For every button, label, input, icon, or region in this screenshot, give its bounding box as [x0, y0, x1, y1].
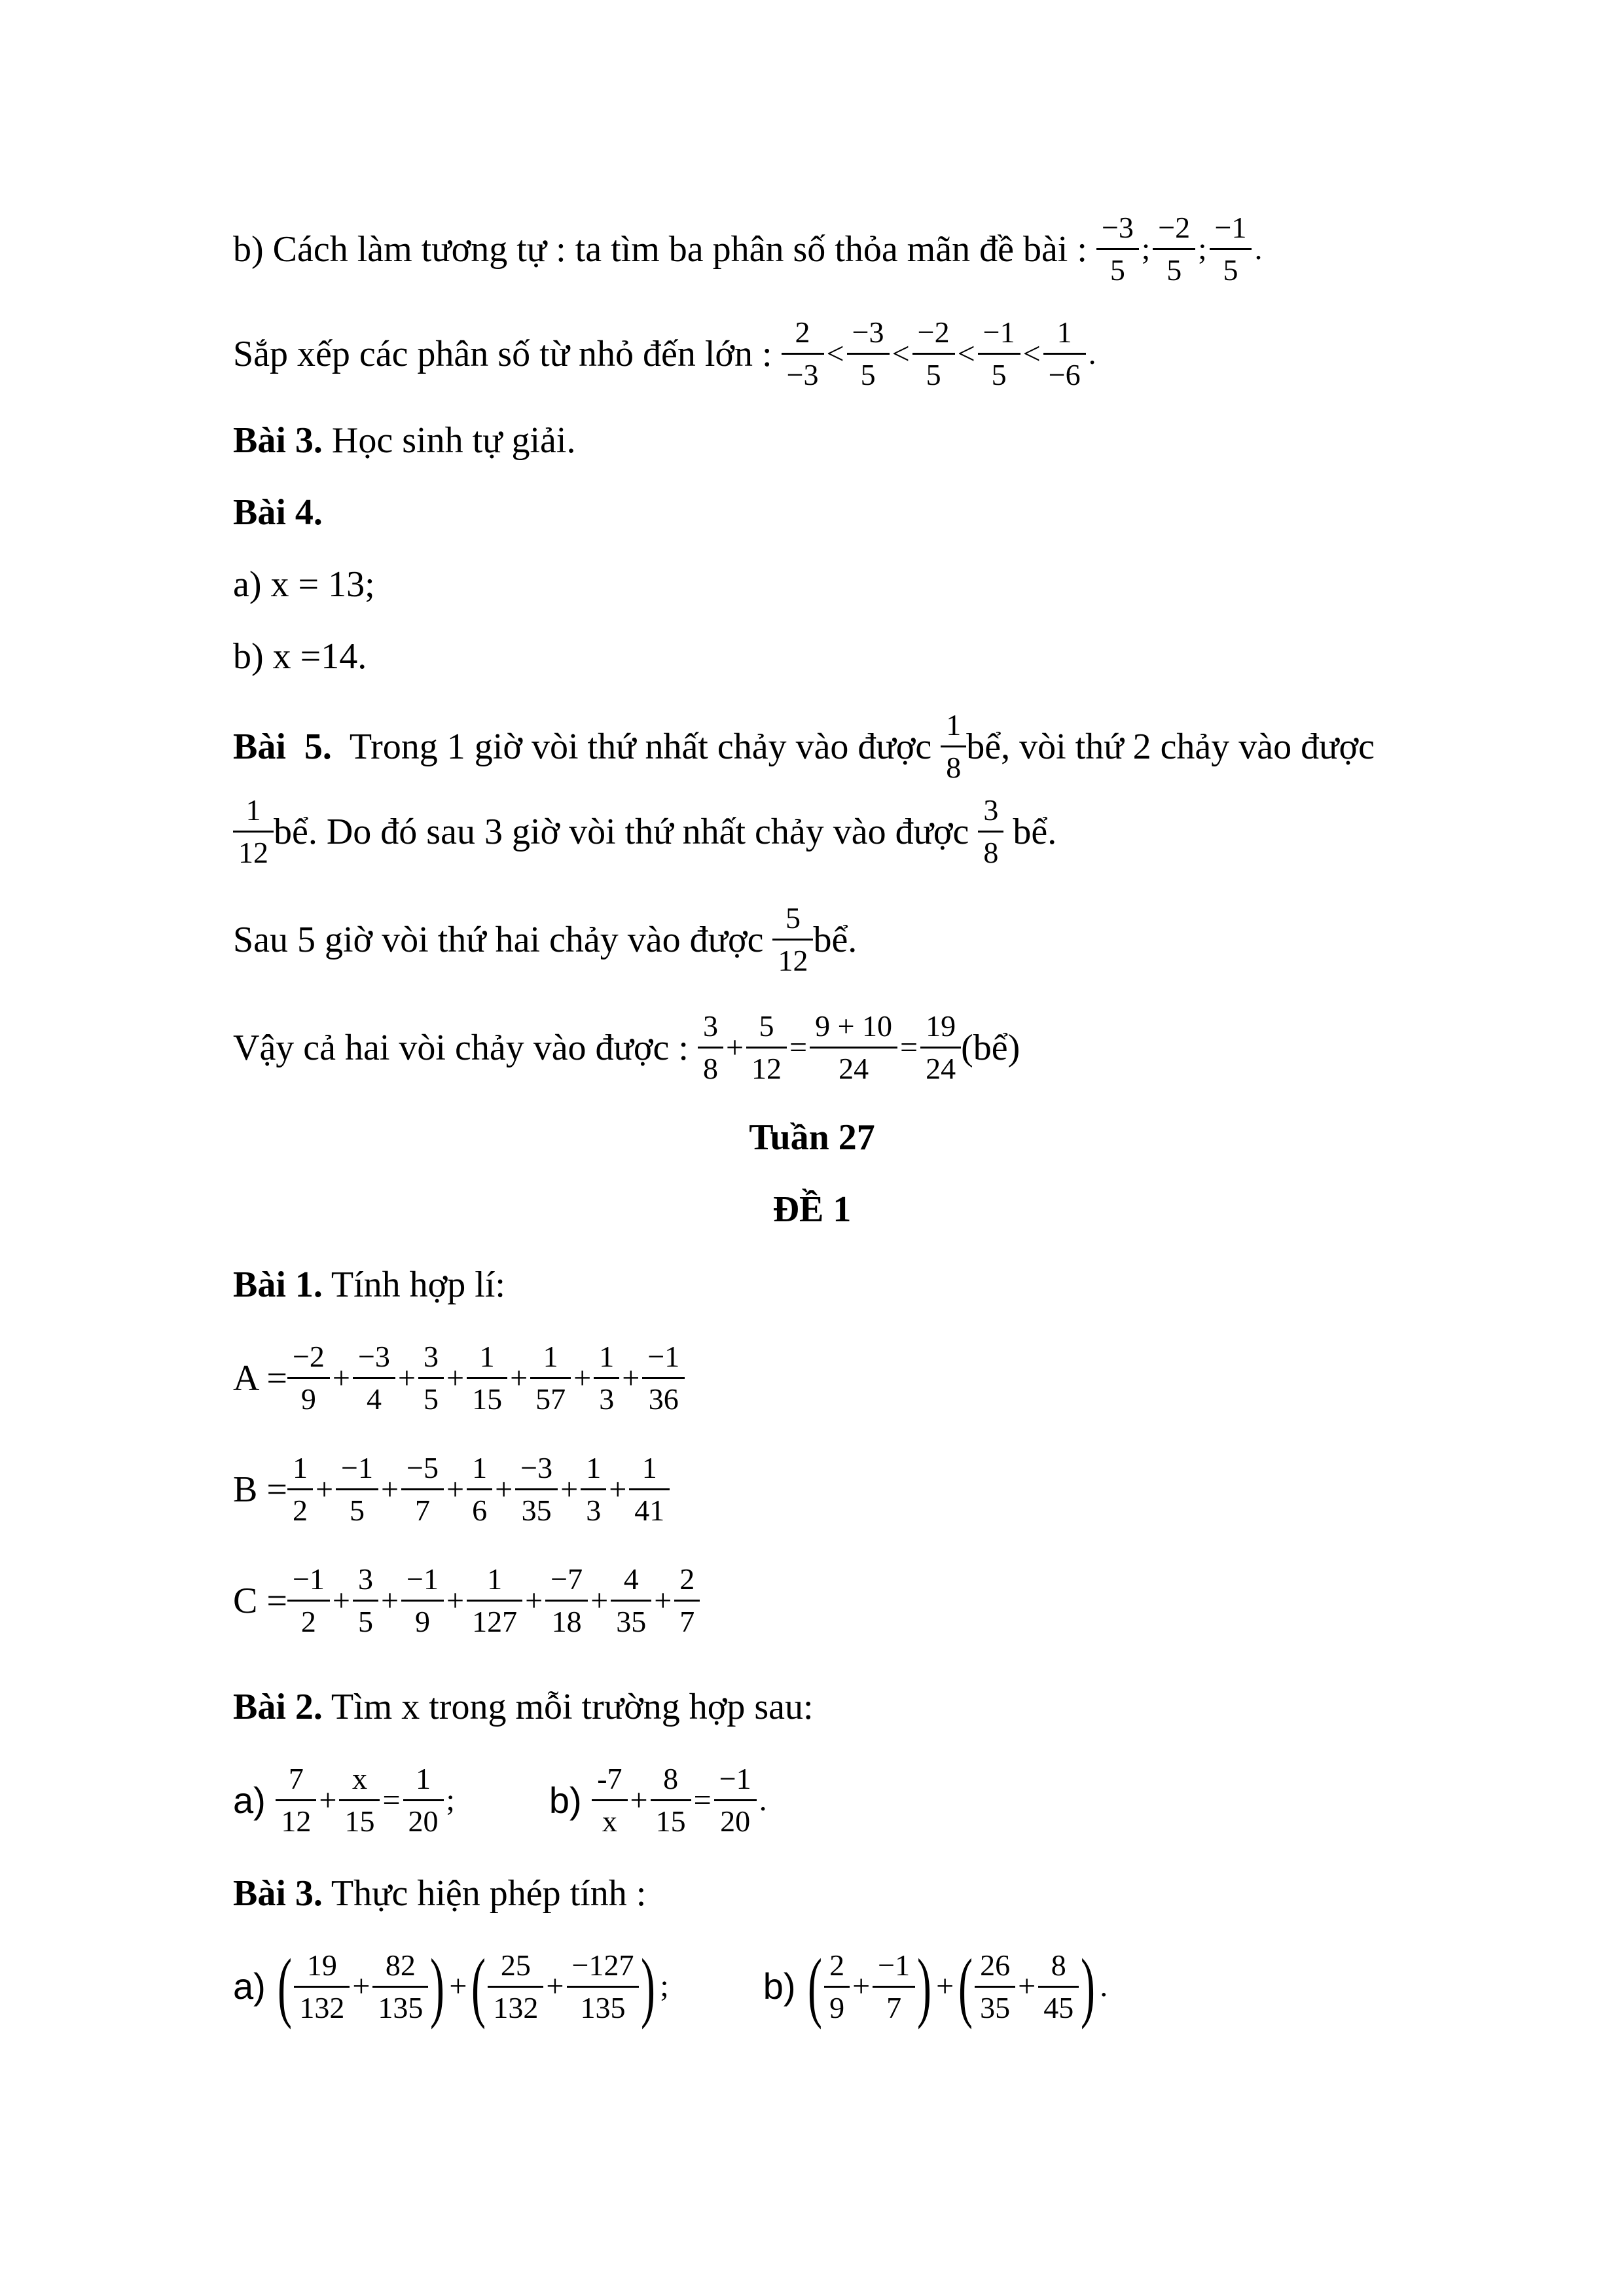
operator: +: [315, 1471, 334, 1507]
line-b-method: b) Cách làm tương tự : ta tìm ba phân số thỏa mãn đề bài : $\frac{-3}{5}$ ; $\frac{-2}{5}$ ; $\frac{-1}{5}$ .: [233, 211, 1263, 287]
line-bai5: Bài 5. Trong 1 giờ vòi thứ nhất chảy vào được $\frac{1}{8}$ bể, vòi thứ 2 chảy vào được: [233, 708, 1375, 784]
operator: +: [560, 1471, 579, 1507]
fraction: $\frac{5}{12}$: [749, 1011, 784, 1084]
line-after5: Sau 5 giờ vòi thứ hai chảy vào được $\frac{5}{12}$ bể.: [233, 901, 857, 977]
parenthesis: (: [278, 1943, 293, 2030]
fraction: $\frac{1}{8}$: [943, 710, 964, 783]
parenthesis: ): [430, 1943, 445, 2030]
fraction: $\frac{-1}{5}$: [1212, 213, 1250, 285]
label: a): [233, 1965, 276, 2007]
exam-heading: ĐỀ 1: [772, 1189, 852, 1230]
fraction: $\frac{-1}{2}$: [290, 1564, 327, 1637]
fraction: $\frac{4}{35}$: [613, 1564, 649, 1637]
operator: +: [525, 1583, 543, 1618]
operator: +: [654, 1583, 672, 1618]
operator: +: [546, 1969, 564, 2003]
bai3-label: Bài 3.: [233, 420, 323, 461]
operator: +: [446, 1360, 465, 1395]
fraction: $\frac{-7}{x}$: [594, 1764, 624, 1837]
fraction: $\frac{-2}{5}$: [915, 317, 952, 390]
fraction: $\frac{1}{2}$: [290, 1453, 310, 1526]
expression-a: [233, 1342, 1493, 1414]
fraction: $\frac{3}{8}$: [700, 1011, 721, 1084]
fraction: $\frac{3}{5}$: [421, 1342, 441, 1414]
fraction: $\frac{1}{3}$: [583, 1453, 604, 1526]
fraction: $\frac{1}{6}$: [469, 1453, 490, 1526]
operator: +: [852, 1969, 871, 2003]
operator: =: [382, 1782, 401, 1818]
operator: +: [1018, 1969, 1036, 2003]
fraction: $\frac{1}{41}$: [632, 1453, 667, 1526]
fraction: $\frac{1}{127}$: [469, 1564, 520, 1637]
fraction: $\frac{-3}{35}$: [518, 1453, 555, 1526]
bai3-expressions: [233, 1943, 1493, 2030]
parenthesis: (: [471, 1943, 486, 2030]
bai3-text: Học sinh tự giải.: [322, 420, 576, 461]
label: a): [233, 1779, 276, 1821]
line-bai3: [233, 422, 1493, 459]
fraction: $\frac{-3}{5}$: [1099, 213, 1136, 285]
label: b): [763, 1965, 806, 2007]
operator: +: [510, 1360, 528, 1395]
fraction: $\frac{-1}{20}$: [717, 1764, 754, 1837]
line-b2: Bài 2. Tìm x trong mỗi trường hợp sau:: [233, 1687, 814, 1727]
line-b3: Bài 3. Thực hiện phép tính :: [233, 1873, 647, 1914]
bai2-equations: [233, 1764, 1493, 1837]
fraction: $\frac{1}{20}$: [406, 1764, 441, 1837]
fraction: $\frac{2}{-3}$: [784, 317, 821, 390]
line-bai4: [233, 494, 1493, 531]
fraction: $\frac{3}{5}$: [355, 1564, 376, 1637]
fraction: $\frac{8}{45}$: [1041, 1950, 1076, 2023]
fraction: $\frac{1}{12}$: [236, 795, 271, 868]
operator: ;: [660, 1969, 669, 2003]
line-arrange: Sắp xếp các phân số từ nhỏ đến lớn : $\frac{2}{-3}$ < $\frac{-3}{5}$ < $\frac{-2}{5}$ < $\frac{-1}{5}$ < $\frac{1}{-6}$ .: [233, 315, 1096, 391]
expr-c-label: C =: [233, 1580, 287, 1621]
bai4-label: Bài 4.: [233, 492, 323, 533]
operator: +: [446, 1471, 465, 1507]
fraction: $\frac{-127}{135}$: [569, 1950, 637, 2023]
line-total: Vậy cả hai vòi chảy vào được : $\frac{3}{8}$ + $\frac{5}{12}$ = $\frac{9 + 10}{24}$ = $\frac{19}{24}$ (bể): [233, 1009, 1020, 1085]
fraction: $\frac{-2}{9}$: [290, 1342, 327, 1414]
operator: +: [622, 1360, 640, 1395]
operator: +: [609, 1471, 627, 1507]
operator: +: [380, 1471, 399, 1507]
fraction: $\frac{1}{-6}$: [1046, 317, 1083, 390]
expr-a-label: A =: [233, 1357, 287, 1399]
fraction: $\frac{5}{12}$: [775, 903, 810, 976]
operator: +: [332, 1360, 350, 1395]
fraction: $\frac{-1}{5}$: [981, 317, 1018, 390]
operator: +: [352, 1969, 370, 2003]
bai4-a: a) x = 13;: [233, 564, 375, 605]
operator: +: [380, 1583, 399, 1618]
bai5-label: Bài 5.: [233, 726, 332, 767]
fraction: $\frac{-1}{5}$: [338, 1453, 376, 1526]
operator: +: [332, 1583, 350, 1618]
operator: +: [495, 1471, 513, 1507]
fraction: $\frac{1}{15}$: [469, 1342, 505, 1414]
fraction: $\frac{-1}{7}$: [875, 1950, 912, 2023]
parenthesis: ): [641, 1943, 656, 2030]
line-bai4-a: [233, 566, 1493, 603]
fraction: $\frac{-7}{18}$: [548, 1564, 585, 1637]
operator: .: [1100, 1969, 1108, 2003]
fraction: $\frac{-5}{7}$: [404, 1453, 441, 1526]
label: b): [549, 1779, 592, 1821]
operator: +: [446, 1583, 465, 1618]
fraction: $\frac{2}{7}$: [677, 1564, 697, 1637]
b-method-text: b) Cách làm tương tự : ta tìm ba phân số thỏa mãn đề bài :: [233, 228, 1087, 270]
parenthesis: (: [958, 1943, 973, 2030]
fraction: $\frac{26}{35}$: [977, 1950, 1013, 2023]
operator: +: [449, 1969, 467, 2003]
line-b1: Bài 1. Tính hợp lí:: [233, 1265, 505, 1305]
fraction: $\frac{8}{15}$: [653, 1764, 689, 1837]
fraction: $\frac{82}{135}$: [375, 1950, 425, 2023]
fraction: $\frac{25}{132}$: [490, 1950, 541, 2023]
fraction: $\frac{1}{57}$: [533, 1342, 568, 1414]
expression-c: [233, 1564, 1493, 1637]
operator: +: [319, 1782, 337, 1818]
operator: +: [590, 1583, 609, 1618]
line-bai5-cont: $\frac{1}{12}$ bể. Do đó sau 3 giờ vòi thứ nhất chảy vào được $\frac{3}{8}$ bể.: [233, 795, 1493, 868]
fraction: $\frac{1}{3}$: [596, 1342, 617, 1414]
operator: +: [630, 1782, 648, 1818]
operator: +: [573, 1360, 592, 1395]
fraction: $\frac{19}{132}$: [297, 1950, 347, 2023]
parenthesis: ): [1081, 1943, 1096, 2030]
fraction: $\frac{3}{8}$: [981, 795, 1001, 868]
fraction: $\frac{19}{24}$: [923, 1011, 958, 1084]
operator: .: [759, 1782, 767, 1818]
parenthesis: ): [917, 1943, 932, 2030]
line-bai4-b: [233, 638, 1493, 675]
expr-b-label: B =: [233, 1469, 287, 1510]
operator: ;: [446, 1782, 455, 1818]
operator: =: [693, 1782, 712, 1818]
bai4-b: b) x =14.: [233, 636, 367, 677]
expression-b: [233, 1453, 1493, 1526]
fraction: $\frac{-1}{36}$: [645, 1342, 682, 1414]
parenthesis: (: [808, 1943, 823, 2030]
fraction: $\frac{-1}{9}$: [404, 1564, 441, 1637]
fraction: $\frac{-3}{5}$: [850, 317, 887, 390]
fraction: $\frac{-2}{5}$: [1155, 213, 1193, 285]
fraction: $\frac{x}{15}$: [342, 1764, 377, 1837]
fraction: $\frac{2}{9}$: [827, 1950, 847, 2023]
operator: +: [936, 1969, 954, 2003]
week-heading: Tuần 27: [749, 1117, 875, 1158]
arrange-text: Sắp xếp các phân số từ nhỏ đến lớn :: [233, 333, 772, 374]
fraction: $\frac{9 + 10}{24}$: [812, 1011, 895, 1084]
fraction: $\frac{7}{12}$: [278, 1764, 314, 1837]
operator: +: [397, 1360, 416, 1395]
fraction: $\frac{-3}{4}$: [355, 1342, 393, 1414]
